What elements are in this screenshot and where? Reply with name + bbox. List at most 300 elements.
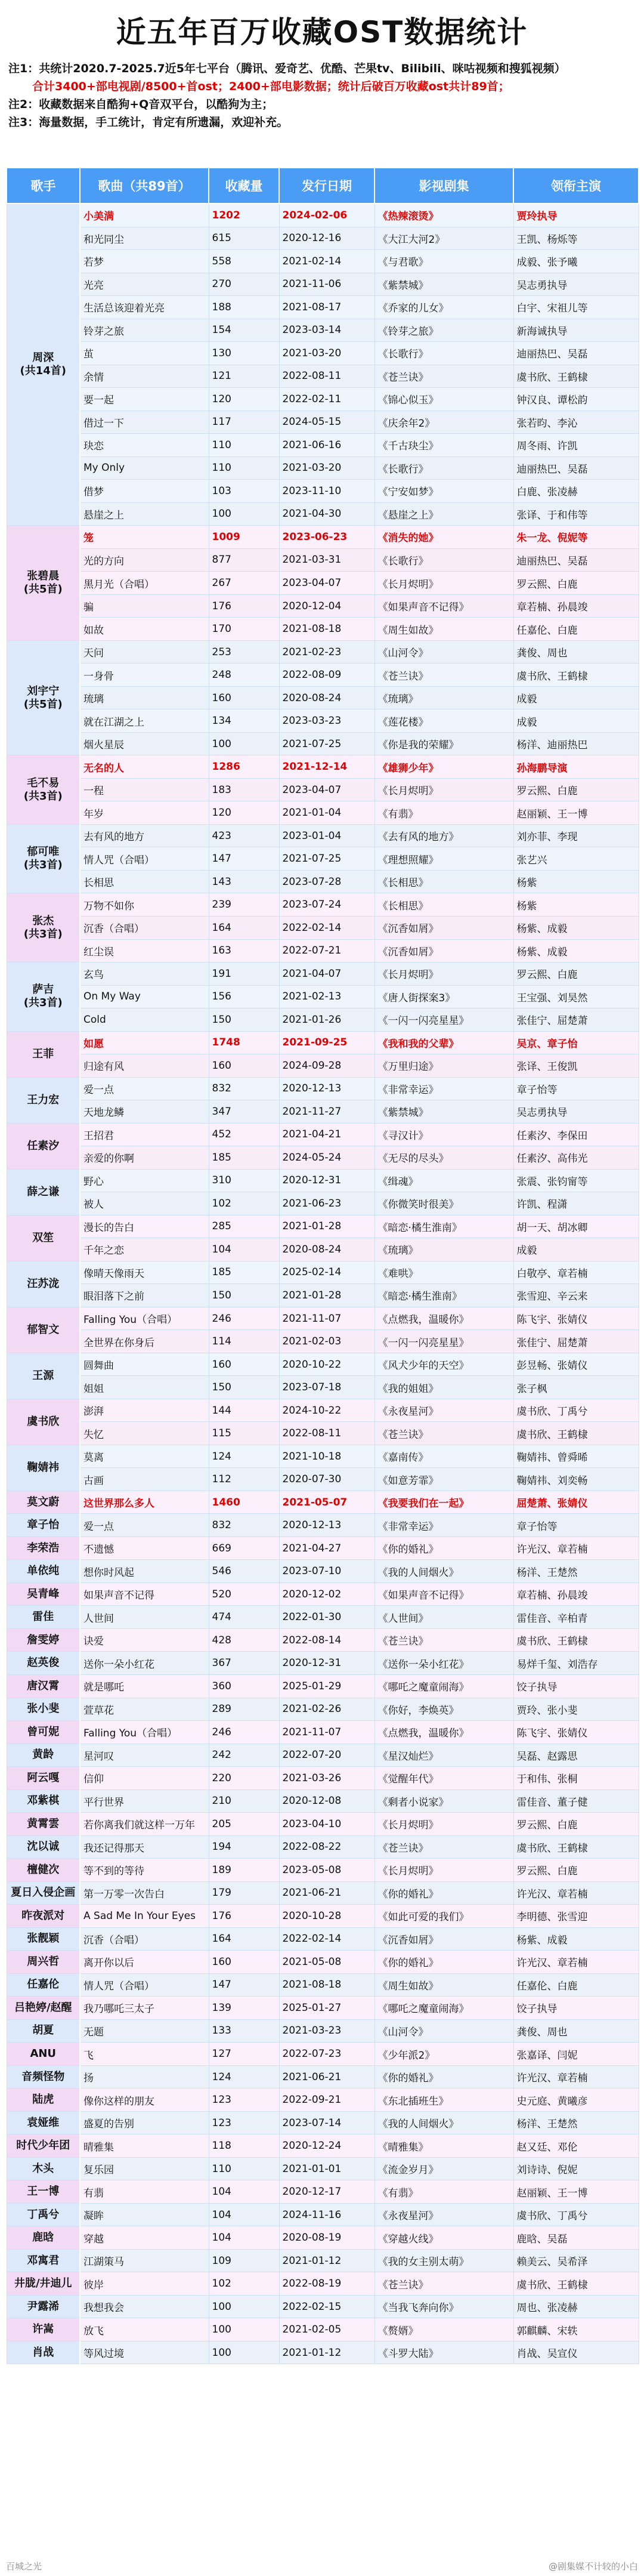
table-row [7,2341,639,2364]
table-header-row [7,168,639,203]
favorites-cell: 100 [209,2295,279,2318]
song-cell: 平行世界 [80,1790,209,1813]
table-row [7,1881,639,1905]
table-row [7,480,639,503]
song-cell: 漫长的告白 [80,1215,209,1238]
song-cell: 像你这样的朋友 [80,2088,209,2112]
release-date-cell: 2022-02-14 [279,916,374,939]
table-row [7,1468,639,1491]
footer-left-text: 百城之光 [6,2561,42,2572]
table-row [7,962,639,986]
drama-cell: 《人世间》 [374,1606,513,1629]
song-cell: 无题 [80,2019,209,2043]
song-cell: Cold [80,1008,209,1032]
header-song: 歌曲（共89首） [80,168,209,203]
singer-cell: 王一博 [7,2180,80,2204]
table-row [7,1100,639,1124]
drama-cell: 《流金岁月》 [374,2157,513,2180]
release-date-cell: 2021-01-01 [279,2157,374,2180]
table-row [7,1951,639,1974]
drama-cell: 《剩者小说家》 [374,1790,513,1813]
table-row [7,227,639,250]
song-cell: 光的方向 [80,548,209,572]
drama-cell: 《赘婿》 [374,2318,513,2341]
release-date-cell: 2021-02-03 [279,1330,374,1353]
release-date-cell: 2023-07-14 [279,2111,374,2134]
drama-cell: 《如此可爱的我们》 [374,1905,513,1928]
singer-cell: 任素汐 [7,1123,80,1169]
release-date-cell: 2022-09-21 [279,2088,374,2112]
favorites-cell: 115 [209,1422,279,1445]
drama-cell: 《缉魂》 [374,1169,513,1192]
release-date-cell: 2021-01-04 [279,801,374,825]
header-release-date: 发行日期 [279,168,374,203]
table-row [7,1031,639,1054]
release-date-cell: 2021-04-30 [279,502,374,526]
favorites-cell: 205 [209,1813,279,1836]
drama-cell: 《理想照耀》 [374,847,513,871]
drama-cell: 《无尽的尽头》 [374,1146,513,1170]
release-date-cell: 2021-03-26 [279,1767,374,1790]
cast-cell: 屈楚萧、张婧仪 [513,1491,639,1514]
table-row [7,456,639,480]
release-date-cell: 2022-02-14 [279,1927,374,1951]
favorites-cell: 546 [209,1560,279,1583]
cast-cell: 虞书欣、丁禹兮 [513,2203,639,2226]
song-cell: 光亮 [80,273,209,296]
favorites-cell: 877 [209,548,279,572]
cast-cell: 鞠婧祎、曾舜晞 [513,1445,639,1468]
release-date-cell: 2025-02-14 [279,1261,374,1284]
song-cell: 等风过境 [80,2341,209,2364]
release-date-cell: 2020-07-30 [279,1468,374,1491]
song-cell: 穿越 [80,2226,209,2250]
favorites-cell: 112 [209,1468,279,1491]
favorites-cell: 310 [209,1169,279,1192]
cast-cell: 于和伟、张桐 [513,1767,639,1790]
drama-cell: 《我要我们在一起》 [374,1491,513,1514]
cast-cell: 孙海鹏导演 [513,755,639,779]
table-row [7,296,639,319]
drama-cell: 《如果声音不记得》 [374,594,513,618]
song-cell: 余情 [80,365,209,388]
table-row [7,1445,639,1468]
singer-cell: 汪苏泷 [7,1261,80,1307]
cast-cell: 虞书欣、王鹤棣 [513,664,639,687]
release-date-cell: 2021-02-23 [279,640,374,664]
favorites-cell: 124 [209,1445,279,1468]
favorites-cell: 150 [209,1376,279,1399]
favorites-cell: 156 [209,985,279,1008]
drama-cell: 《长月烬明》 [374,962,513,986]
favorites-cell: 176 [209,594,279,618]
favorites-cell: 100 [209,2341,279,2364]
table-row [7,1008,639,1032]
favorites-cell: 117 [209,411,279,434]
drama-cell: 《点燃我，温暖你》 [374,1721,513,1744]
favorites-cell: 124 [209,2065,279,2088]
cast-cell: 胡一天、胡冰卿 [513,1215,639,1238]
drama-cell: 《永夜星河》 [374,2203,513,2226]
cast-cell: 赵又廷、邓伦 [513,2134,639,2158]
singer-cell: 周深 (共14首) [7,203,80,526]
table-row [7,1422,639,1445]
table-row [7,1721,639,1744]
cast-cell: 杨紫、成毅 [513,916,639,939]
drama-cell: 《悬崖之上》 [374,502,513,526]
drama-cell: 《大江大河2》 [374,227,513,250]
table-row [7,1698,639,1721]
cast-cell: 罗云熙、白鹿 [513,962,639,986]
singer-cell: 刘宇宁 (共5首) [7,640,80,755]
favorites-cell: 267 [209,572,279,595]
drama-cell: 《长月烬明》 [374,572,513,595]
release-date-cell: 2021-06-21 [279,1881,374,1905]
favorites-cell: 104 [209,2203,279,2226]
singer-cell: 雷佳 [7,1606,80,1629]
table-row [7,1376,639,1399]
release-date-cell: 2021-08-18 [279,1973,374,1997]
favorites-cell: 183 [209,778,279,801]
release-date-cell: 2025-01-29 [279,1675,374,1698]
drama-cell: 《穿越火线》 [374,2226,513,2250]
release-date-cell: 2021-04-27 [279,1537,374,1560]
favorites-cell: 246 [209,1307,279,1330]
release-date-cell: 2023-11-10 [279,480,374,503]
singer-cell: 鹿晗 [7,2226,80,2250]
song-cell: 去有风的地方 [80,824,209,847]
table-row [7,2019,639,2043]
song-cell: 如愿 [80,1031,209,1054]
singer-cell: 吕艳婷/赵醒 [7,1997,80,2020]
drama-cell: 《点燃我，温暖你》 [374,1307,513,1330]
drama-cell: 《铃芽之旅》 [374,319,513,342]
table-row [7,1927,639,1951]
drama-cell: 《唐人街探案3》 [374,985,513,1008]
table-row [7,801,639,825]
song-cell: 骗 [80,594,209,618]
drama-cell: 《长相思》 [374,870,513,893]
cast-cell: 张佳宁、屈楚萧 [513,1008,639,1032]
song-cell: 万物不如你 [80,893,209,917]
cast-cell: 虞书欣、王鹤棣 [513,2272,639,2296]
table-row [7,2249,639,2272]
favorites-cell: 1748 [209,1031,279,1054]
song-cell: 送你一朵小红花 [80,1652,209,1675]
table-row [7,2043,639,2066]
table-row [7,664,639,687]
song-cell: 生活总该迎着光亮 [80,296,209,319]
singer-cell: 木头 [7,2157,80,2180]
cast-cell: 吴志勇执导 [513,273,639,296]
cast-cell: 吴磊、赵露思 [513,1744,639,1767]
release-date-cell: 2021-08-18 [279,618,374,641]
favorites-cell: 133 [209,2019,279,2043]
release-date-cell: 2022-08-22 [279,1835,374,1859]
note-line-2: 合计3400+部电视剧/8500+首ost；2400+部电影数据；统计后破百万收藏ost共计89首； [32,80,510,93]
release-date-cell: 2020-12-08 [279,1790,374,1813]
release-date-cell: 2020-08-19 [279,2226,374,2250]
table-row [7,548,639,572]
cast-cell: 雷佳音、辛柏青 [513,1606,639,1629]
cast-cell: 刘诗诗、倪妮 [513,2157,639,2180]
song-cell: 眼泪落下之前 [80,1284,209,1307]
release-date-cell: 2022-07-20 [279,1744,374,1767]
cast-cell: 王凯、杨烁等 [513,227,639,250]
song-cell: 我想我会 [80,2295,209,2318]
table-row [7,686,639,709]
cast-cell: 虞书欣、丁禹兮 [513,1399,639,1422]
table-row [7,388,639,411]
table-row [7,1054,639,1078]
table-row [7,2065,639,2088]
drama-cell: 《如意芳霏》 [374,1468,513,1491]
cast-cell: 章子怡等 [513,1514,639,1537]
favorites-cell: 210 [209,1790,279,1813]
favorites-cell: 104 [209,2180,279,2204]
cast-cell: 张艺兴 [513,847,639,871]
release-date-cell: 2020-12-24 [279,2134,374,2158]
release-date-cell: 2021-03-20 [279,342,374,365]
header-favorites: 收藏量 [209,168,279,203]
singer-cell: 虞书欣 [7,1399,80,1445]
song-cell: 红尘误 [80,939,209,962]
note-line-1: 注1：共统计2020.7-2025.7近5年七平台（腾讯、爱奇艺、优酷、芒果tv、Bilibili、咪咕视频和搜狐视频） [8,62,566,75]
release-date-cell: 2024-02-06 [279,203,374,227]
favorites-cell: 109 [209,2249,279,2272]
song-cell: 复乐园 [80,2157,209,2180]
song-cell: 天问 [80,640,209,664]
singer-cell: 单依纯 [7,1560,80,1583]
table-row [7,2272,639,2296]
song-cell: 若梦 [80,250,209,273]
song-cell: 笼 [80,526,209,549]
table-row [7,939,639,962]
drama-cell: 《琉璃》 [374,686,513,709]
release-date-cell: 2021-09-25 [279,1031,374,1054]
cast-cell: 白鹿、张凌赫 [513,480,639,503]
drama-cell: 《我的女主别太萌》 [374,2249,513,2272]
song-cell: 无名的人 [80,755,209,779]
release-date-cell: 2021-05-07 [279,1491,374,1514]
drama-cell: 《长月烬明》 [374,1859,513,1882]
cast-cell: 张佳宁、屈楚萧 [513,1330,639,1353]
footer-watermark: @剧集媒不计较的小白 [548,2561,638,2572]
table-row [7,870,639,893]
song-cell: 晴雅集 [80,2134,209,2158]
drama-cell: 《我的人间烟火》 [374,1560,513,1583]
favorites-cell: 130 [209,342,279,365]
table-row [7,1169,639,1192]
song-cell: 我乃哪吒三太子 [80,1997,209,2020]
cast-cell: 王宝强、刘昊然 [513,985,639,1008]
release-date-cell: 2023-03-23 [279,709,374,733]
cast-cell: 白敬亭、章若楠 [513,1261,639,1284]
cast-cell: 许光汉、章若楠 [513,1881,639,1905]
table-row [7,1537,639,1560]
cast-cell: 饺子执导 [513,1997,639,2020]
release-date-cell: 2021-06-23 [279,1192,374,1215]
table-row [7,2203,639,2226]
drama-cell: 《有翡》 [374,801,513,825]
drama-cell: 《千古玦尘》 [374,434,513,457]
table-row [7,2157,639,2180]
drama-cell: 《去有风的地方》 [374,824,513,847]
table-row [7,1905,639,1928]
cast-cell: 陈飞宇、张婧仪 [513,1721,639,1744]
song-cell: 悬崖之上 [80,502,209,526]
song-cell: 情人咒（合唱） [80,847,209,871]
cast-cell: 任素汐、高伟光 [513,1146,639,1170]
singer-cell: 井胧/井迪儿 [7,2272,80,2296]
drama-cell: 《莲花楼》 [374,709,513,733]
drama-cell: 《我的人间烟火》 [374,2111,513,2134]
drama-cell: 《锦心似玉》 [374,388,513,411]
singer-cell: 邓紫棋 [7,1790,80,1813]
release-date-cell: 2024-10-22 [279,1399,374,1422]
table-row [7,1606,639,1629]
drama-cell: 《一闪一闪亮星星》 [374,1330,513,1353]
cast-cell: 罗云熙、白鹿 [513,572,639,595]
favorites-cell: 220 [209,1767,279,1790]
song-cell: 彼岸 [80,2272,209,2296]
drama-cell: 《苍兰诀》 [374,1835,513,1859]
table-row [7,1859,639,1882]
cast-cell: 鹿晗、吴磊 [513,2226,639,2250]
song-cell: 一身骨 [80,664,209,687]
favorites-cell: 520 [209,1582,279,1606]
cast-cell: 贾玲执导 [513,203,639,227]
song-cell: 野心 [80,1169,209,1192]
favorites-cell: 558 [209,250,279,273]
favorites-cell: 100 [209,732,279,755]
singer-cell: 丁禹兮 [7,2203,80,2226]
favorites-cell: 102 [209,2272,279,2296]
drama-cell: 《宁安如梦》 [374,480,513,503]
singer-cell: 邓寓君 [7,2249,80,2272]
release-date-cell: 2020-12-13 [279,1514,374,1537]
cast-cell: 贾玲、张小斐 [513,1698,639,1721]
singer-cell: 袁娅维 [7,2111,80,2134]
favorites-cell: 121 [209,365,279,388]
cast-cell: 成毅 [513,709,639,733]
drama-cell: 《斗罗大陆》 [374,2341,513,2364]
song-cell: 小美满 [80,203,209,227]
favorites-cell: 1009 [209,526,279,549]
favorites-cell: 150 [209,1284,279,1307]
drama-cell: 《长月烬明》 [374,778,513,801]
song-cell: 长相思 [80,870,209,893]
drama-cell: 《你的婚礼》 [374,1881,513,1905]
cast-cell: 张子枫 [513,1376,639,1399]
table-row [7,1307,639,1330]
drama-cell: 《沉香如屑》 [374,939,513,962]
release-date-cell: 2021-02-14 [279,250,374,273]
table-body [7,203,639,2364]
singer-cell: 薛之谦 [7,1169,80,1215]
singer-cell: 詹雯婷 [7,1628,80,1652]
drama-cell: 《长相思》 [374,893,513,917]
song-cell: 诀爱 [80,1628,209,1652]
cast-cell: 任嘉伦、白鹿 [513,618,639,641]
song-cell: On My Way [80,985,209,1008]
cast-cell: 虞书欣、王鹤棣 [513,1628,639,1652]
drama-cell: 《万里归途》 [374,1054,513,1078]
release-date-cell: 2020-12-31 [279,1652,374,1675]
song-cell: 年岁 [80,801,209,825]
release-date-cell: 2021-02-05 [279,2318,374,2341]
table-row [7,434,639,457]
release-date-cell: 2020-10-28 [279,1905,374,1928]
singer-cell: 胡夏 [7,2019,80,2043]
release-date-cell: 2022-01-30 [279,1606,374,1629]
song-cell: 爱一点 [80,1077,209,1100]
favorites-cell: 143 [209,870,279,893]
release-date-cell: 2021-01-12 [279,2249,374,2272]
table-row [7,411,639,434]
drama-cell: 《乔家的儿女》 [374,296,513,319]
cast-cell: 易烊千玺、刘浩存 [513,1652,639,1675]
release-date-cell: 2024-05-24 [279,1146,374,1170]
favorites-cell: 163 [209,939,279,962]
song-cell: 姐姐 [80,1376,209,1399]
release-date-cell: 2023-04-07 [279,778,374,801]
singer-cell: 王源 [7,1353,80,1399]
song-cell: 信仰 [80,1767,209,1790]
favorites-cell: 185 [209,1146,279,1170]
table-row [7,1514,639,1537]
cast-cell: 杨洋、王楚然 [513,1560,639,1583]
cast-cell: 虞书欣、王鹤棣 [513,1422,639,1445]
cast-cell: 彭昱畅、张婧仪 [513,1353,639,1376]
favorites-cell: 104 [209,2226,279,2250]
favorites-cell: 103 [209,480,279,503]
drama-cell: 《苍兰诀》 [374,365,513,388]
song-cell: 爱一点 [80,1514,209,1537]
favorites-cell: 253 [209,640,279,664]
release-date-cell: 2021-08-17 [279,296,374,319]
drama-cell: 《风犬少年的天空》 [374,1353,513,1376]
song-cell: 借梦 [80,480,209,503]
song-cell: 离开你以后 [80,1951,209,1974]
release-date-cell: 2020-12-13 [279,1077,374,1100]
table-row [7,526,639,549]
release-date-cell: 2021-06-16 [279,434,374,457]
cast-cell: 陈飞宇、张婧仪 [513,1307,639,1330]
song-cell: 这世界那么多人 [80,1491,209,1514]
release-date-cell: 2020-08-24 [279,1238,374,1261]
table-row [7,1192,639,1215]
drama-cell: 《苍兰诀》 [374,1422,513,1445]
song-cell: 琉璃 [80,686,209,709]
page-title: 近五年百万收藏OST数据统计 [116,15,528,50]
table-row [7,732,639,755]
cast-cell: 饺子执导 [513,1675,639,1698]
cast-cell: 龚俊、周也 [513,640,639,664]
release-date-cell: 2021-11-27 [279,1100,374,1124]
table-row [7,916,639,939]
favorites-cell: 194 [209,1835,279,1859]
song-cell: 江湖策马 [80,2249,209,2272]
cast-cell: 许凯、程潇 [513,1192,639,1215]
drama-cell: 《你是我的荣耀》 [374,732,513,755]
drama-cell: 《难哄》 [374,1261,513,1284]
table-row [7,2295,639,2318]
drama-cell: 《非常幸运》 [374,1514,513,1537]
release-date-cell: 2022-08-11 [279,365,374,388]
table-row [7,1675,639,1698]
drama-cell: 《苍兰诀》 [374,1628,513,1652]
